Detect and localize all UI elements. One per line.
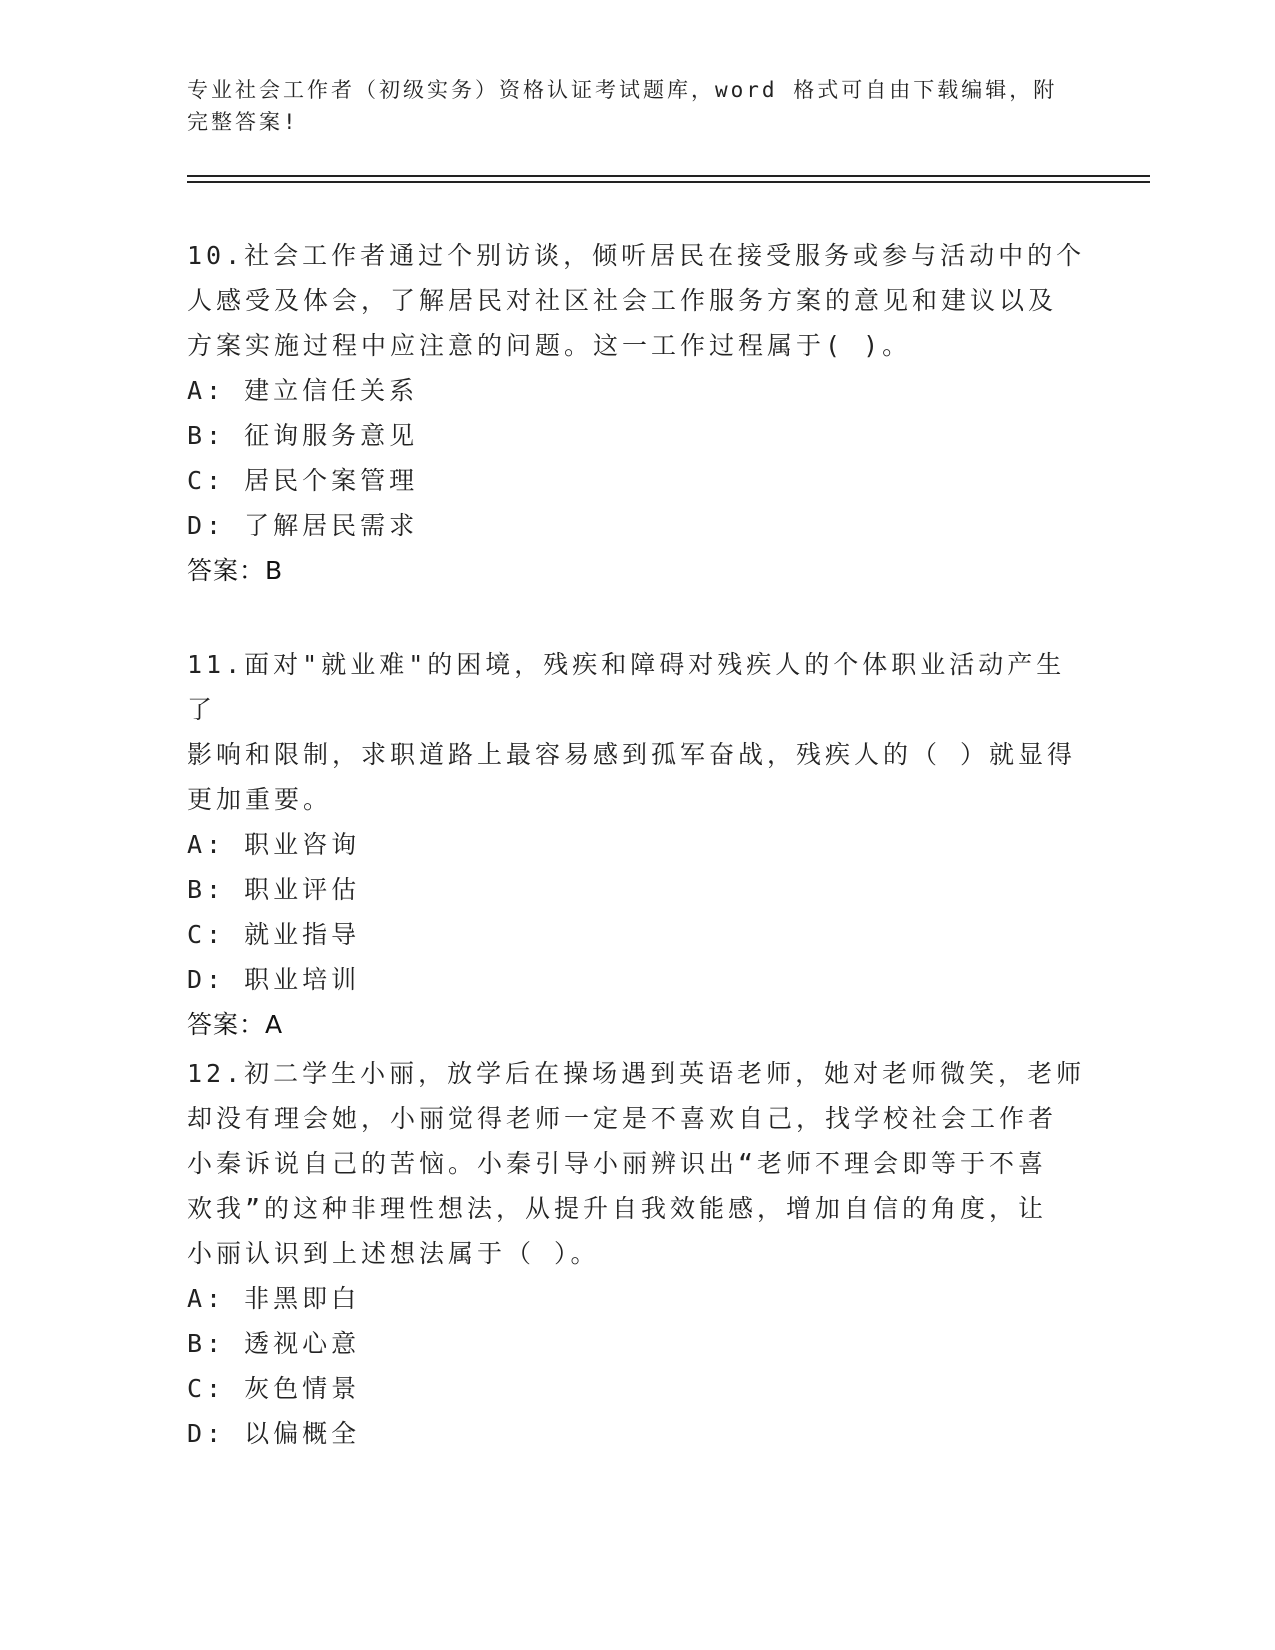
- answer-line: 答案：B: [187, 556, 284, 585]
- option-d: D: 以偏概全: [187, 1419, 361, 1448]
- question-stem-line: 却没有理会她，小丽觉得老师一定是不喜欢自己，找学校社会工作者: [187, 1104, 1058, 1133]
- option-b: B: 征询服务意见: [187, 421, 419, 450]
- header-divider-bottom: [187, 181, 1150, 183]
- header-divider-top: [187, 175, 1150, 177]
- question-stem-line: 人感受及体会，了解居民对社区社会工作服务方案的意见和建议以及: [187, 286, 1058, 315]
- option-d: D: 职业培训: [187, 965, 361, 994]
- question-stem-line: 11.面对"就业难"的困境，残疾和障碍对残疾人的个体职业活动产生了: [187, 650, 1066, 724]
- header-line-1: 专业社会工作者（初级实务）资格认证考试题库，word 格式可自由下载编辑，附: [187, 78, 1058, 102]
- question-stem-line: 影响和限制，求职道路上最容易感到孤军奋战，残疾人的（ ）就显得: [187, 740, 1077, 769]
- question-12: [187, 1051, 1087, 1456]
- question-stem-line: 小丽认识到上述想法属于（ ）。: [187, 1239, 600, 1268]
- question-11: [187, 642, 1087, 1048]
- question-stem-line: 更加重要。: [187, 785, 333, 814]
- question-stem-line: 欢我”的这种非理性想法，从提升自我效能感，增加自信的角度，让: [187, 1194, 1048, 1223]
- option-b: B: 透视心意: [187, 1329, 361, 1358]
- answer-line: 答案：A: [187, 1010, 284, 1039]
- header-line-2: 完整答案!: [187, 110, 299, 134]
- option-b: B: 职业评估: [187, 875, 361, 904]
- question-stem-line: 12.初二学生小丽，放学后在操场遇到英语老师，她对老师微笑，老师: [187, 1059, 1086, 1088]
- option-d: D: 了解居民需求: [187, 511, 419, 540]
- question-stem-line: 10.社会工作者通过个别访谈，倾听居民在接受服务或参与活动中的个: [187, 241, 1086, 270]
- question-stem-line: 方案实施过程中应注意的问题。这一工作过程属于( )。: [187, 331, 912, 360]
- option-c: C: 就业指导: [187, 920, 361, 949]
- option-a: A: 建立信任关系: [187, 376, 419, 405]
- document-header: [187, 74, 1067, 138]
- option-c: C: 居民个案管理: [187, 466, 419, 495]
- option-a: A: 职业咨询: [187, 830, 361, 859]
- question-stem-line: 小秦诉说自己的苦恼。小秦引导小丽辨识出“老师不理会即等于不喜: [187, 1149, 1048, 1178]
- option-a: A: 非黑即白: [187, 1284, 361, 1313]
- option-c: C: 灰色情景: [187, 1374, 361, 1403]
- question-10: [187, 233, 1087, 594]
